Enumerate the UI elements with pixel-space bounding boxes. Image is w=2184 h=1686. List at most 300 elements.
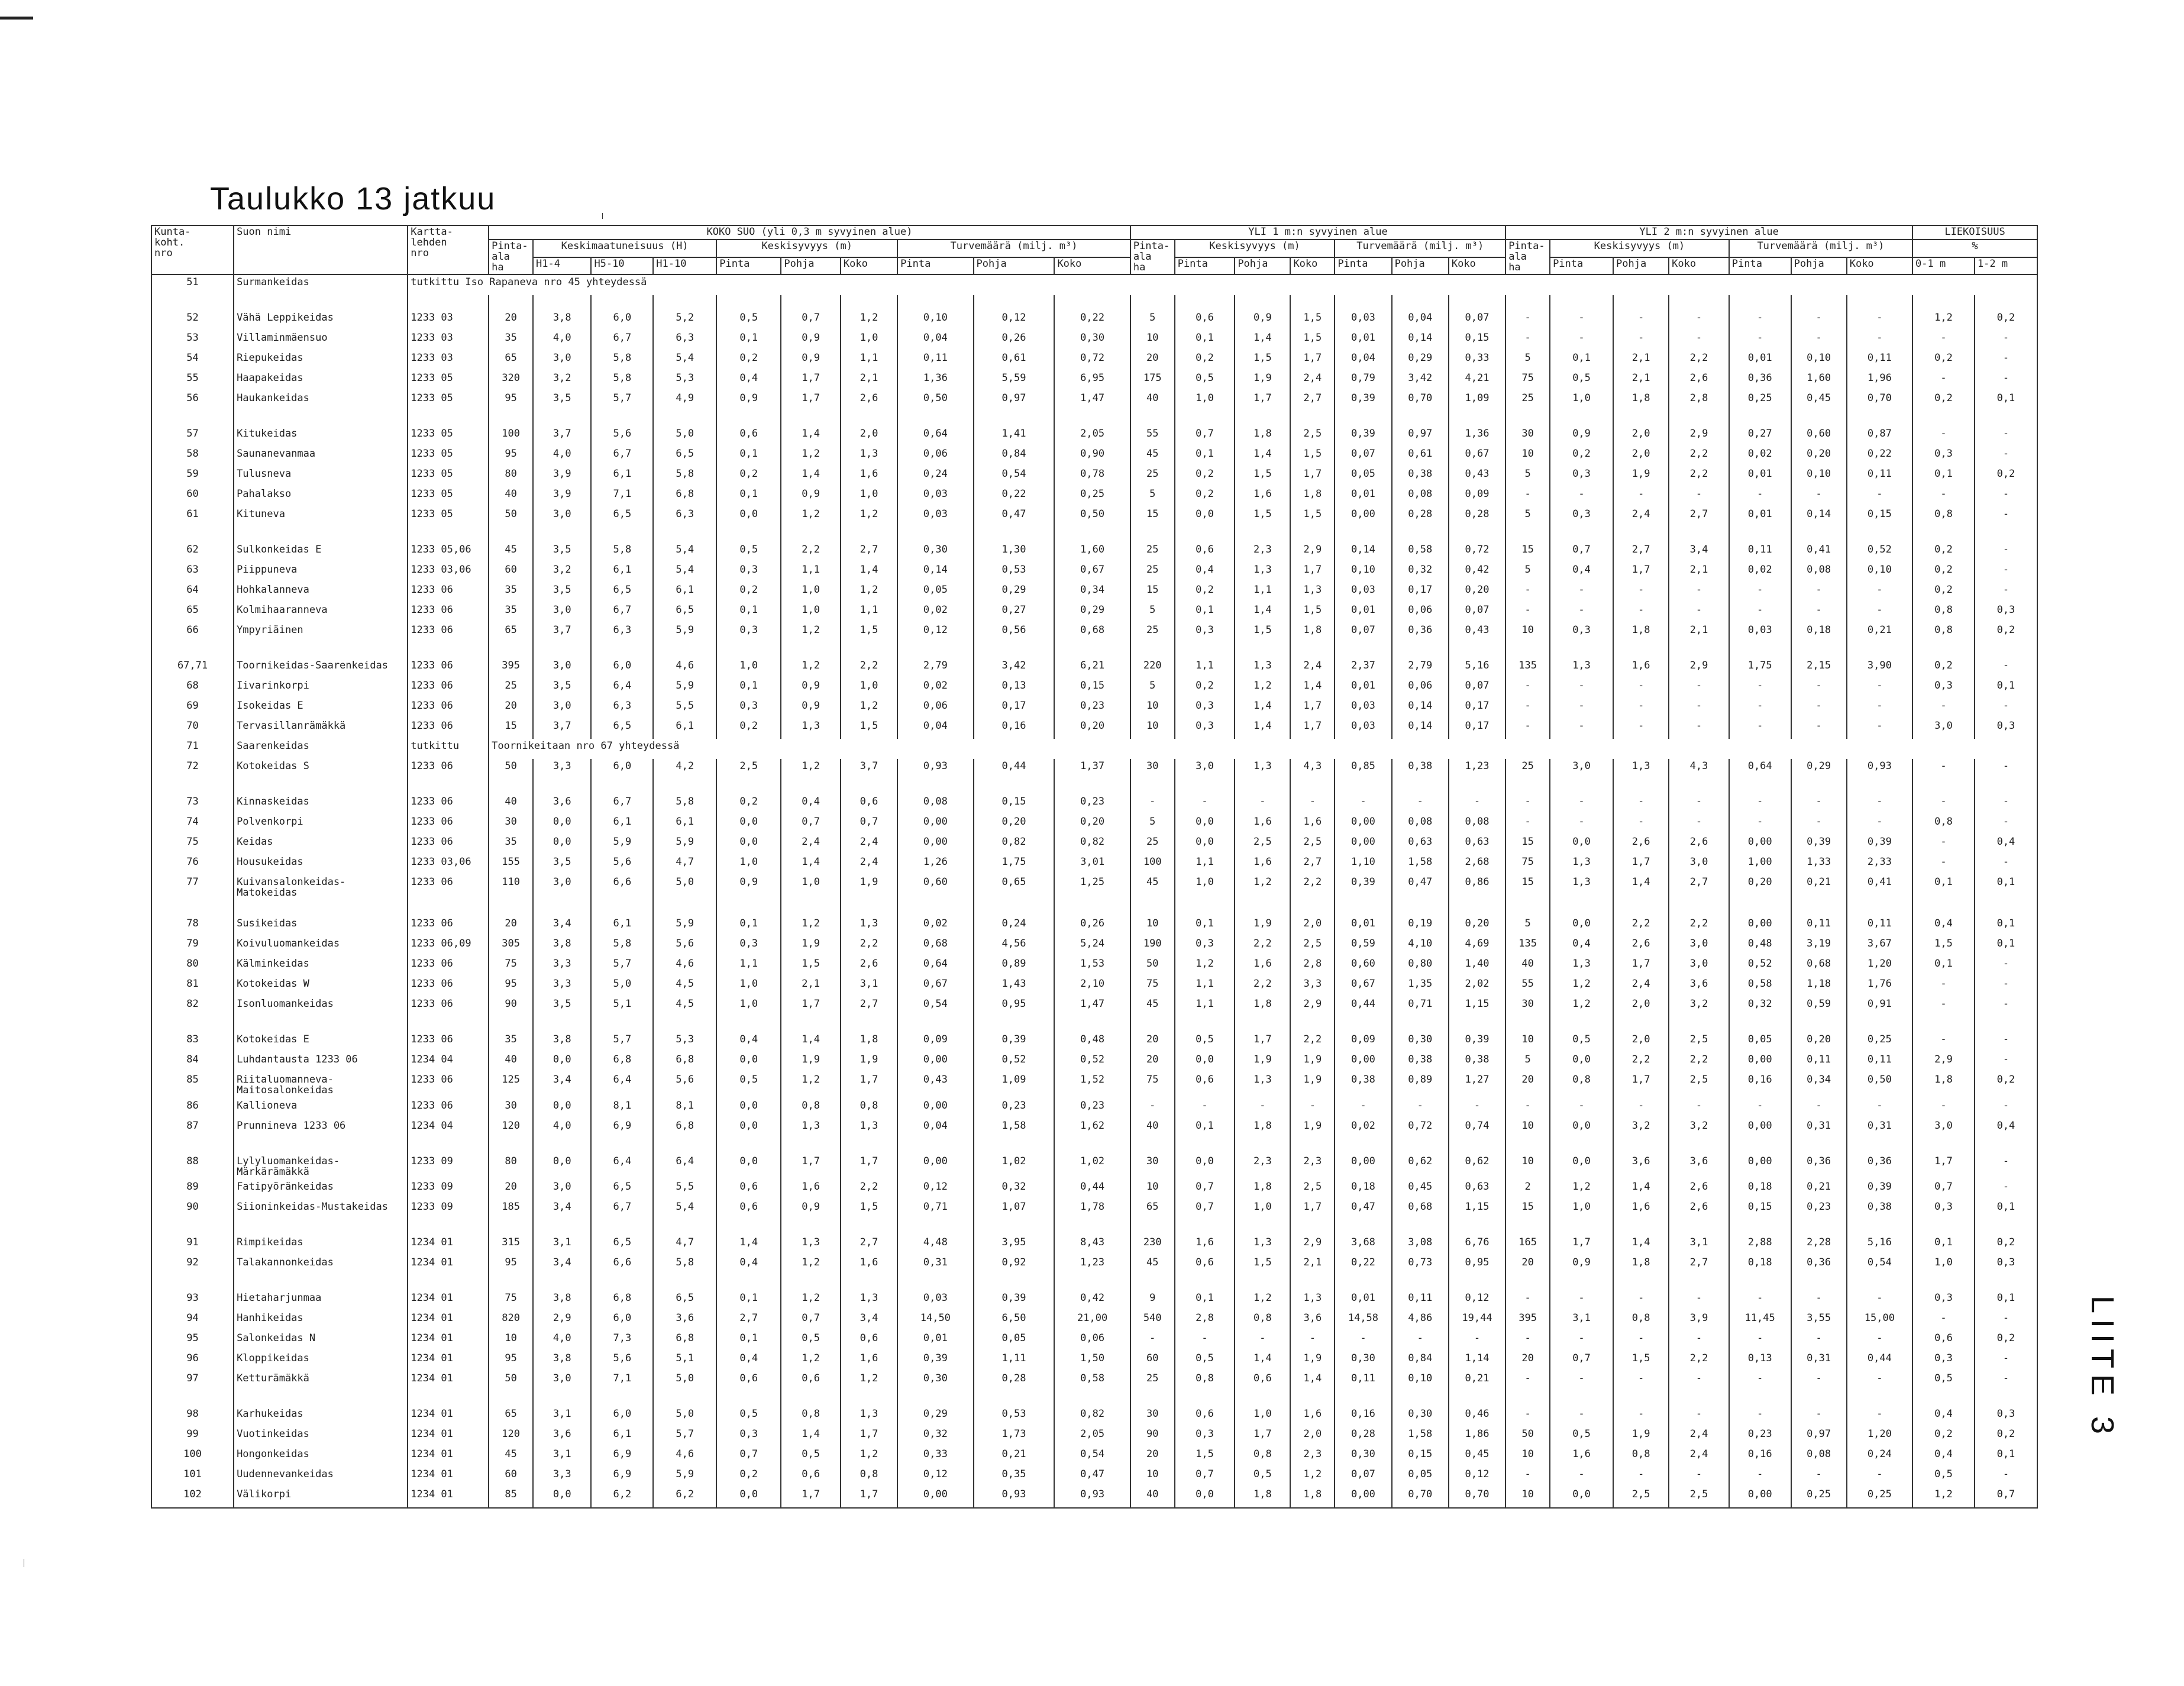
row-value: - [1505,815,1550,835]
row-value: 0,59 [1335,936,1391,957]
row-value: 0,3 [716,699,781,719]
row-value: 65 [489,351,533,371]
row-nro: 81 [151,977,234,997]
row-value: 20 [1505,1351,1550,1371]
row-nro: 55 [151,371,234,391]
row-value: - [1975,331,2037,351]
row-value: 2,02 [1449,977,1505,997]
row-value: 25 [1130,1371,1175,1391]
row-value: 0,3 [1550,507,1613,527]
row-value: 5 [1505,467,1550,487]
row-value: 0,06 [1392,603,1449,623]
row-kartta: 1234 01 [408,1447,489,1467]
row-value: 1,8 [1912,1073,1975,1099]
row-value: 10 [1505,1447,1550,1467]
col-t-koko: Koko [1054,257,1130,275]
row-value: 0,07 [1449,603,1505,623]
row-value: 1,2 [781,1255,841,1275]
row-value: 0,03 [897,507,973,527]
row-nro: 92 [151,1255,234,1275]
row-value: 4,5 [653,997,716,1017]
row-value: - [1729,583,1791,603]
row-value: - [1791,1275,1847,1311]
row-kartta: 1233 06 [408,719,489,739]
row-value: 0,06 [1392,679,1449,699]
row-value: 1,7 [1290,1200,1335,1220]
row-value: 0,62 [1392,1139,1449,1180]
row-value: 0,3 [716,623,781,643]
row-value: 120 [489,1427,533,1447]
row-value: 0,7 [1175,1200,1235,1220]
row-value: 1,4 [1235,699,1290,719]
row-value: 4,6 [653,1447,716,1467]
row-kartta: 1233 06 [408,815,489,835]
row-value: 0,0 [716,1487,781,1508]
row-value: 0,07 [1335,447,1391,467]
row-value: 0,63 [1449,1180,1505,1200]
row-suon-nimi: Tulusneva [234,467,408,487]
row-value: 6,0 [591,1391,653,1427]
row-value: 1,58 [974,1119,1055,1139]
row-value: - [1613,815,1669,835]
row-value: 0,42 [1449,563,1505,583]
row-value: 2,2 [1669,901,1729,936]
row-value: 0,82 [974,835,1055,855]
row-value: 0,67 [1449,447,1505,467]
row-value: 5 [1505,901,1550,936]
row-value: 0,1 [716,603,781,623]
row-value: 5,6 [591,1351,653,1371]
row-value: 2,7 [1613,527,1669,563]
row-value: 0,2 [1912,563,1975,583]
row-value: 2,5 [1290,1180,1335,1200]
row-value: 3,5 [533,391,591,411]
row-value: 1,4 [716,1220,781,1255]
row-value: - [1847,1099,1912,1119]
row-value: 1,2 [781,623,841,643]
row-value: - [1729,603,1791,623]
row-value: 0,8 [1912,623,1975,643]
row-value: 1,1 [781,563,841,583]
row-value: 19,44 [1449,1311,1505,1331]
row-value: 0,29 [897,1391,973,1427]
table-row [151,1331,2037,1351]
row-value: - [1613,331,1669,351]
row-value: 6,5 [591,583,653,603]
row-value: 0,01 [1335,679,1391,699]
row-value: 30 [489,1099,533,1119]
row-value: 1,35 [1392,977,1449,997]
row-value: 6,5 [591,507,653,527]
row-value: - [1791,487,1847,507]
row-value: 3,9 [533,467,591,487]
row-suon-nimi: Sulkonkeidas E [234,527,408,563]
row-value: 2,7 [716,1311,781,1331]
row-value: 2,9 [1669,643,1729,679]
row-value: 0,28 [1335,1427,1391,1447]
row-value: 3,3 [533,957,591,977]
row-value: - [1613,779,1669,815]
row-value: 0,95 [1449,1255,1505,1275]
row-kartta: 1233 03 [408,351,489,371]
row-value: 5,7 [591,957,653,977]
row-suon-nimi: Talakannonkeidas [234,1255,408,1275]
row-value: 0,23 [1054,699,1130,719]
row-value: 0,12 [1449,1467,1505,1487]
table-row [151,1119,2037,1139]
row-value: 0,04 [897,1119,973,1139]
row-value: 0,90 [1054,447,1130,467]
row-value: 1,60 [1791,371,1847,391]
row-value: 0,64 [897,957,973,977]
row-value: 1,2 [841,295,897,331]
row-value: 0,13 [1729,1351,1791,1371]
row-value: 1,14 [1449,1351,1505,1371]
row-value: 4,5 [653,977,716,997]
row-value: 3,1 [841,977,897,997]
row-value: 0,0 [1550,835,1613,855]
row-value: 0,27 [1729,411,1791,447]
row-value: 4,6 [653,643,716,679]
row-value: 0,38 [1392,1052,1449,1073]
row-value: 0,2 [716,583,781,603]
row-suon-nimi: Kinnaskeidas [234,779,408,815]
row-value: 5,2 [653,295,716,331]
row-value: 4,0 [533,1119,591,1139]
table-row [151,759,2037,779]
row-value: 0,00 [1729,901,1791,936]
row-value: 5,9 [653,679,716,699]
row-nro: 66 [151,623,234,643]
row-value: 0,8 [1175,1371,1235,1391]
row-kartta: 1233 05,06 [408,527,489,563]
row-value: 1,2 [781,643,841,679]
row-value: - [1550,1275,1613,1311]
row-value: 0,33 [897,1447,973,1467]
row-value: 1,5 [1290,603,1335,623]
row-value: 0,6 [841,1331,897,1351]
row-value: 1,7 [1613,563,1669,583]
row-value: 0,47 [1392,875,1449,901]
row-value: 50 [489,1371,533,1391]
row-value: 3,0 [533,351,591,371]
row-value: 0,04 [1392,295,1449,331]
row-value: 1,1 [1175,997,1235,1017]
row-value: - [1669,1275,1729,1311]
col-pinta: Pinta [716,257,781,275]
row-value: 0,32 [1392,563,1449,583]
row-value: 0,0 [716,815,781,835]
row-value: 1,9 [1235,901,1290,936]
row-value: 0,91 [1847,997,1912,1017]
row-value: 0,29 [974,583,1055,603]
row-value: 4,69 [1449,936,1505,957]
row-value: - [1975,563,2037,583]
row-value: 25 [489,679,533,699]
table-row [151,1447,2037,1467]
row-value: 0,05 [897,583,973,603]
row-suon-nimi: Kotokeidas E [234,1017,408,1052]
row-value: 6,1 [591,467,653,487]
row-value: 1,52 [1054,1073,1130,1099]
row-value: 1,8 [1290,623,1335,643]
row-value: 0,1 [716,447,781,467]
row-value: 0,1 [1175,331,1235,351]
row-value: 0,1 [1975,391,2037,411]
row-value: 0,38 [1449,1052,1505,1073]
row-value: 6,3 [591,699,653,719]
row-nro: 63 [151,563,234,583]
row-value: - [1912,855,1975,875]
row-value: - [1550,719,1613,739]
sub-keskisyvyys: Keskisyvyys (m) [716,240,897,257]
row-value: 0,5 [1175,1351,1235,1371]
row-value: 0,23 [974,1099,1055,1119]
row-value: - [1912,977,1975,997]
row-value: - [1729,1099,1791,1119]
row-value: 0,87 [1847,411,1912,447]
row-value: - [1613,295,1669,331]
row-value: 0,60 [1335,957,1391,977]
row-suon-nimi: Isokeidas E [234,699,408,719]
row-value: 10 [1505,623,1550,643]
row-value: 0,45 [1791,391,1847,411]
row-value: 9 [1130,1275,1175,1311]
row-value: 2,3 [1290,1447,1335,1467]
row-value: 0,54 [1847,1255,1912,1275]
row-value: 1,09 [1449,391,1505,411]
row-value: 1,9 [1290,1052,1335,1073]
row-value: 395 [1505,1311,1550,1331]
row-value: 20 [489,901,533,936]
row-value: 0,0 [716,507,781,527]
row-value: 1,6 [841,1255,897,1275]
row-nro: 82 [151,997,234,1017]
row-kartta: 1233 06 [408,901,489,936]
table-row [151,371,2037,391]
col-pinta-ala: Pinta- ala ha [489,240,533,275]
row-value: 1,3 [1550,855,1613,875]
row-value: 0,71 [1392,997,1449,1017]
row-value: 4,0 [533,447,591,467]
row-value: 0,09 [897,1017,973,1052]
row-value: 0,1 [1975,936,2037,957]
row-value: 0,08 [897,779,973,815]
row-value: 5,7 [653,1427,716,1447]
row-value: 0,01 [1335,901,1391,936]
row-value: - [1130,779,1175,815]
row-value: 0,71 [897,1200,973,1220]
row-value: 0,03 [1335,699,1391,719]
row-value: 0,05 [1335,467,1391,487]
row-value: 1,5 [1290,295,1335,331]
row-value: 1,0 [1235,1200,1290,1220]
row-value: 1,5 [1235,623,1290,643]
row-value: 6,5 [653,447,716,467]
row-value: 175 [1130,371,1175,391]
row-value: 0,8 [1613,1447,1669,1467]
row-value: 20 [489,1180,533,1200]
row-value: 0,9 [781,679,841,699]
row-value: 5,4 [653,351,716,371]
group-liekoisuus: LIEKOISUUS [1912,225,2037,240]
row-suon-nimi: Kälminkeidas [234,957,408,977]
row-value: 20 [1130,1447,1175,1467]
row-value: - [1975,977,2037,997]
row-value: 5,5 [653,699,716,719]
row-value: 5,0 [653,411,716,447]
row-value: - [1847,1467,1912,1487]
row-value: 60 [489,563,533,583]
row-value: 0,64 [897,411,973,447]
row-value: 0,93 [974,1487,1055,1508]
row-value: 4,7 [653,1220,716,1255]
row-value: - [1729,1391,1791,1427]
row-value: 0,21 [1847,623,1912,643]
row-value: - [1335,779,1391,815]
row-value: 1,4 [781,855,841,875]
row-value: 10 [489,1331,533,1351]
row-value: 0,9 [781,331,841,351]
row-value: 3,6 [1613,1139,1669,1180]
row-value: 2,0 [841,411,897,447]
row-value: 0,3 [1550,467,1613,487]
row-value: 3,9 [533,487,591,507]
row-value: 0,1 [1175,447,1235,467]
row-value: 3,2 [1669,997,1729,1017]
table-row [151,1017,2037,1052]
row-value: 165 [1505,1220,1550,1255]
table-row [151,1139,2037,1180]
row-value: 1,4 [1613,1220,1669,1255]
row-value: 0,00 [897,1099,973,1119]
row-value: 2,2 [1669,1351,1729,1371]
row-value: 0,26 [974,331,1055,351]
table-row [151,623,2037,643]
row-value: 0,03 [1335,295,1391,331]
row-nro: 74 [151,815,234,835]
row-kartta: 1233 06 [408,835,489,855]
row-value: 0,2 [1912,391,1975,411]
row-value: 0,09 [1449,487,1505,507]
row-value: 0,5 [716,295,781,331]
row-value: 1,8 [1613,1255,1669,1275]
row-value: 1,7 [1550,1220,1613,1255]
row-value: 0,97 [1791,1427,1847,1447]
row-nro: 76 [151,855,234,875]
row-value: 0,30 [1054,331,1130,351]
row-value: 6,7 [591,603,653,623]
row-value: 35 [489,835,533,855]
row-value: 0,18 [1729,1180,1791,1200]
row-suon-nimi: Hongonkeidas [234,1447,408,1467]
row-value: 6,1 [591,563,653,583]
row-value: 1,60 [1054,527,1130,563]
row-value: 6,8 [653,1119,716,1139]
row-value: 5 [1130,679,1175,699]
row-value: 6,7 [591,779,653,815]
row-value: - [1912,779,1975,815]
row-value: 45 [489,527,533,563]
row-value: 10 [1505,1017,1550,1052]
row-value: 2,4 [841,855,897,875]
row-suon-nimi: Riitaluomanneva-Maitosalonkeidas [234,1073,408,1099]
row-value: 3,6 [1290,1311,1335,1331]
row-value: 0,6 [716,1200,781,1220]
row-value: 2,9 [1290,1220,1335,1255]
row-value: 1,2 [841,583,897,603]
row-value: 0,3 [1912,1351,1975,1371]
row-value: 1,73 [974,1427,1055,1447]
row-value: 8,43 [1054,1220,1130,1255]
row-value: - [1290,779,1335,815]
row-value: 0,54 [974,467,1055,487]
row-value: - [1912,997,1975,1017]
row-value: 0,11 [1847,467,1912,487]
row-value: 0,06 [1054,1331,1130,1351]
row-value: 0,7 [1175,1180,1235,1200]
row-value: - [1505,1331,1550,1351]
row-value: 5,59 [974,371,1055,391]
row-value: 6,3 [653,507,716,527]
row-value: 1,0 [1235,1391,1290,1427]
row-value: 1,0 [1912,1255,1975,1275]
table-row [151,603,2037,623]
row-value: 0,00 [897,835,973,855]
row-value: 2,79 [1392,643,1449,679]
row-kartta: 1233 09 [408,1139,489,1180]
row-value: 0,5 [716,1391,781,1427]
row-value: 0,21 [1791,875,1847,901]
row-value: 6,8 [653,487,716,507]
row-value: 0,27 [974,603,1055,623]
row-value: 1,5 [1235,507,1290,527]
row-value: 6,0 [591,759,653,779]
row-value: - [1791,699,1847,719]
row-value: 0,8 [1613,1311,1669,1331]
row-nro: 54 [151,351,234,371]
row-value: 4,21 [1449,371,1505,391]
row-value: - [1669,487,1729,507]
row-value: 2,1 [1290,1255,1335,1275]
row-suon-nimi: Fatipyöränkeidas [234,1180,408,1200]
row-value: 1,7 [1235,391,1290,411]
row-value: 0,3 [1975,603,2037,623]
row-value: 0,1 [1975,679,2037,699]
row-value: 3,01 [1054,855,1130,875]
row-value: - [1975,1180,2037,1200]
row-value: 0,1 [1912,957,1975,977]
row-value: 0,39 [1791,835,1847,855]
row-value: 2,2 [1669,447,1729,467]
row-value: 5,6 [653,936,716,957]
row-value: - [1669,1391,1729,1427]
row-value: 0,29 [1054,603,1130,623]
table-row [151,855,2037,875]
row-value: - [1975,957,2037,977]
row-value: 6,8 [591,1275,653,1311]
row-value: - [1791,1467,1847,1487]
row-value: - [1729,331,1791,351]
row-value: 1,3 [1235,1220,1290,1255]
row-value: 1,5 [1912,936,1975,957]
row-kartta: 1233 06,09 [408,936,489,957]
row-value: 1,7 [841,1487,897,1508]
row-value: 3,2 [533,371,591,391]
row-value: - [1729,295,1791,331]
row-value: 0,39 [1335,391,1391,411]
row-value: 2,2 [1669,1052,1729,1073]
